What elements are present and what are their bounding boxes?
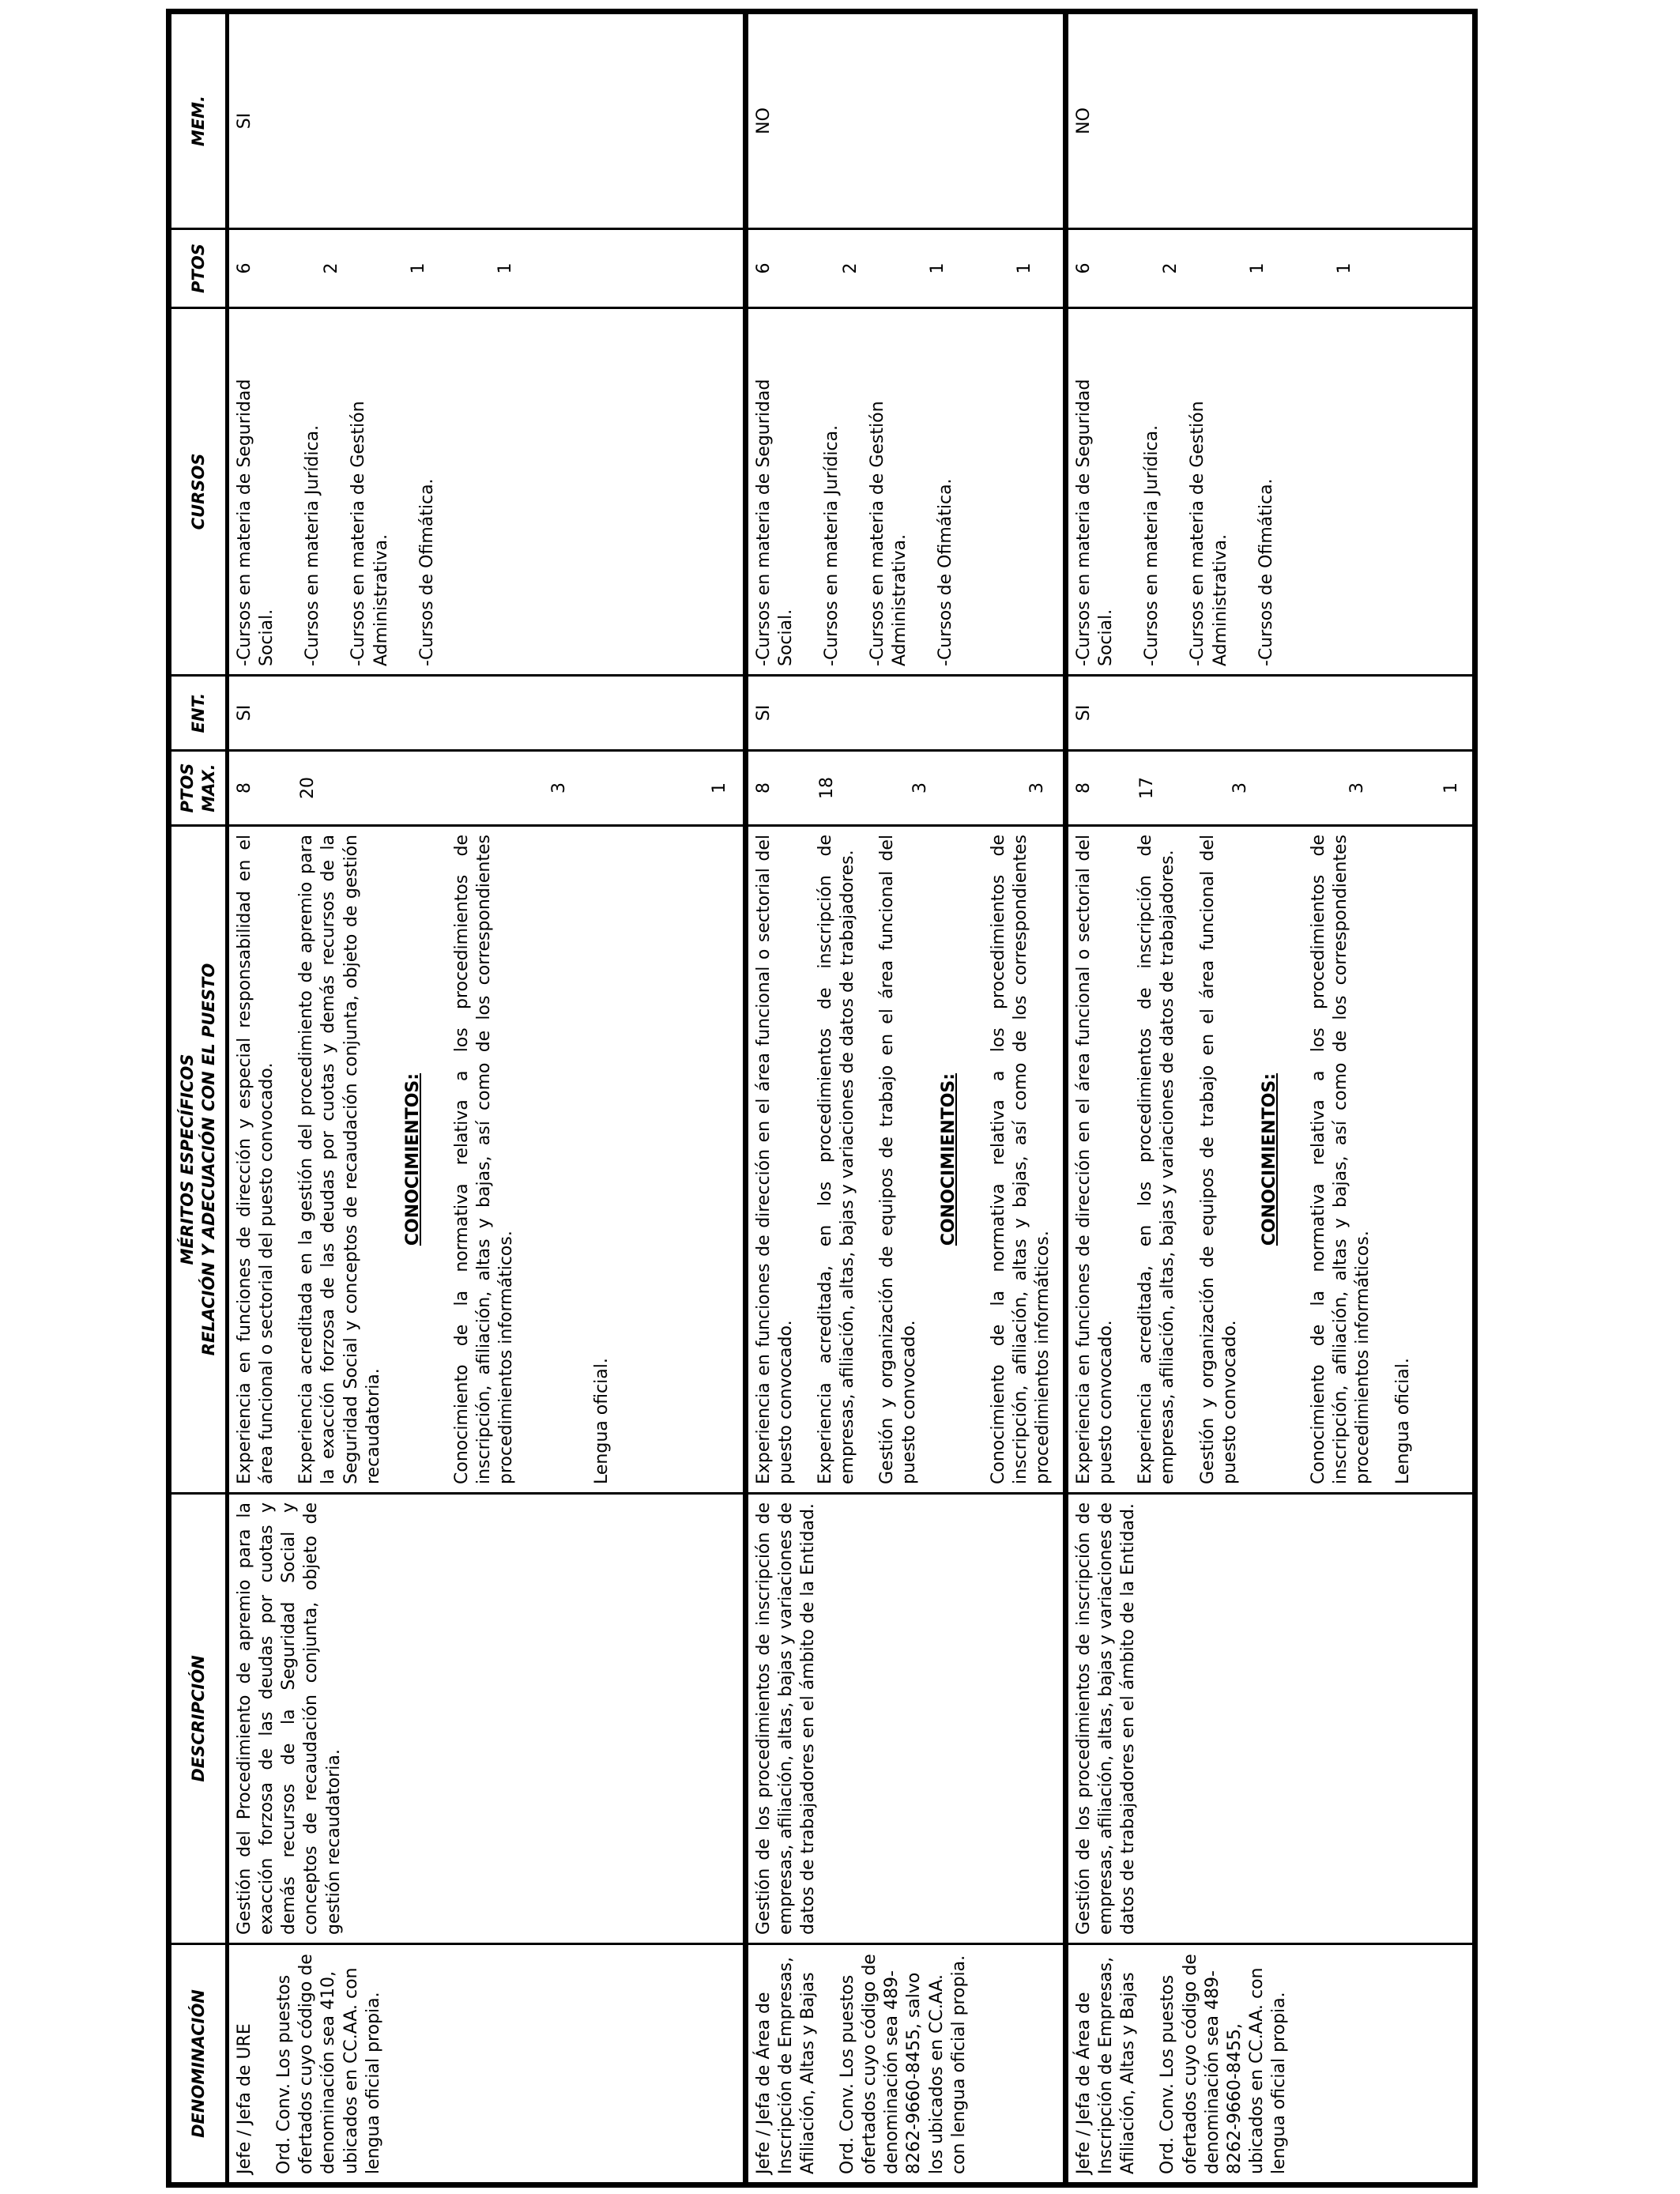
mem-cell: NO xyxy=(745,12,1065,229)
ptos-max-value: 8 xyxy=(753,782,774,794)
merito-item: Experiencia acreditada, en los procedimientos de inscripción de empresas, afiliación, altas, bajas y variaciones de datos de trabajadores. xyxy=(815,835,857,1484)
merito-item: Gestión y organización de equipos de trabajo en el área funcional del puesto convocado. xyxy=(877,835,920,1484)
ptos-max-value: 3 xyxy=(549,782,570,794)
ptos-cell xyxy=(745,229,1065,308)
ptos-value: 6 xyxy=(753,262,774,274)
ptos-cell xyxy=(1065,229,1475,308)
ptos-value: 1 xyxy=(927,262,947,274)
meritos-cell xyxy=(745,826,1065,1494)
header-ptos-max-line1: PTOS xyxy=(178,763,198,813)
merito-item: Gestión y organización de equipos de trabajo en el área funcional del puesto convocado. xyxy=(1197,835,1240,1484)
ptos-value: 2 xyxy=(1161,262,1181,274)
ptos-max-value: 3 xyxy=(910,782,930,794)
ptos-max-cell xyxy=(745,751,1065,826)
merito-item: Experiencia acreditada en la gestión del procedimiento de apremio para la exacción forzosa de las deudas por cuotas y demás recursos de la Seguridad Social y conceptos de recaudación conjunta, objeto de gestión recaudatoria. xyxy=(296,835,383,1484)
ptos-cell xyxy=(228,229,746,308)
conocimientos-heading: CONOCIMIENTOS: xyxy=(402,1072,423,1246)
denominacion-title: Jefe / Jefa de Área de Inscripción de Empresas, Afiliación, Altas y Bajas xyxy=(753,1957,818,2174)
meritos-cell xyxy=(228,826,746,1494)
curso-item: -Cursos en materia Jurídica. xyxy=(303,424,323,666)
lengua-oficial: Lengua oficial. xyxy=(591,1358,612,1484)
header-ent: ENT. xyxy=(169,676,228,751)
ptos-value: 6 xyxy=(1073,262,1094,274)
header-ptos-max-line2: MAX. xyxy=(199,763,218,812)
denominacion-title: Jefe / Jefa de URE xyxy=(235,2023,254,2174)
curso-item: -Cursos en materia de Seguridad Social. xyxy=(235,379,277,666)
denominacion-note: Ord. Conv. Los puestos ofertados cuyo código de denominación sea 489-8262-9660-8455, salvo los ubicados en CC.AA. con lengua oficial propia. xyxy=(837,1954,969,2174)
curso-item: -Cursos en materia de Gestión Administrativa. xyxy=(1188,401,1230,666)
meritos-cell xyxy=(1065,826,1475,1494)
header-ptos-max xyxy=(169,751,228,826)
conocimiento-text: Conocimiento de la normativa relativa a los procedimientos de inscripción, afiliación, altas y bajas, así como de los correspondientes procedimientos informáticos. xyxy=(1309,835,1373,1484)
ptos-value: 1 xyxy=(1335,262,1355,274)
ent-cell: SI xyxy=(228,676,746,751)
curso-item: -Cursos de Ofimática. xyxy=(1256,478,1276,666)
ent-cell: SI xyxy=(745,676,1065,751)
ptos-max-value: 8 xyxy=(1073,782,1094,794)
ptos-max-value: 17 xyxy=(1137,777,1158,799)
ptos-value: 2 xyxy=(840,262,861,274)
rotated-table-wrapper xyxy=(166,14,1478,2188)
merito-item: Experiencia en funciones de dirección en el área funcional o sectorial del puesto convocado. xyxy=(1073,835,1117,1484)
ptos-max-value: 18 xyxy=(816,777,837,799)
cursos-cell xyxy=(745,308,1065,676)
ptos-max-cell xyxy=(1065,751,1475,826)
ptos-max-value: 3 xyxy=(1347,782,1368,794)
curso-item: -Cursos en materia Jurídica. xyxy=(1142,424,1162,666)
conocimiento-text: Conocimiento de la normativa relativa a los procedimientos de inscripción, afiliación, altas y bajas, así como de los correspondientes procedimientos informáticos. xyxy=(452,835,517,1484)
header-meritos-line1: MÉRITOS ESPECÍFICOS xyxy=(178,1054,198,1265)
header-row xyxy=(169,12,228,2185)
header-meritos-line2: RELACIÓN Y ADECUACIÓN CON EL PUESTO xyxy=(199,963,218,1356)
ptos-value: 1 xyxy=(495,262,516,274)
ptos-value: 1 xyxy=(1248,262,1268,274)
ptos-max-value: 1 xyxy=(1441,782,1461,794)
denominacion-note: Ord. Conv. Los puestos ofertados cuyo código de denominación sea 489-8262-9660-8455, ubicados en CC.AA. con lengua oficial propia. xyxy=(1158,1954,1290,2174)
ptos-max-value: 3 xyxy=(1026,782,1047,794)
curso-item: -Cursos en materia de Gestión Administrativa. xyxy=(867,401,910,666)
ptos-value: 6 xyxy=(235,262,254,274)
ptos-max-value: 8 xyxy=(235,782,254,794)
table-row xyxy=(1065,12,1475,2185)
curso-item: -Cursos en materia de Gestión Administrativa. xyxy=(348,401,391,666)
ent-cell: SI xyxy=(1065,676,1475,751)
mem-cell: SI xyxy=(228,12,746,229)
curso-item: -Cursos en materia de Seguridad Social. xyxy=(753,379,796,666)
denominacion-cell xyxy=(745,1944,1065,2185)
curso-item: -Cursos de Ofimática. xyxy=(936,478,956,666)
header-meritos xyxy=(169,826,228,1494)
header-mem: MEM. xyxy=(169,12,228,229)
merito-item: Experiencia en funciones de dirección y especial responsabilidad en el área funcional o sectorial del puesto convocado. xyxy=(235,835,277,1484)
cursos-cell xyxy=(1065,308,1475,676)
header-ptos: PTOS xyxy=(169,229,228,308)
cursos-cell xyxy=(228,308,746,676)
ptos-max-value: 1 xyxy=(710,782,730,794)
table-row xyxy=(228,12,746,2185)
ptos-value: 1 xyxy=(409,262,429,274)
ptos-max-cell xyxy=(228,751,746,826)
table-row xyxy=(745,12,1065,2185)
mem-cell: NO xyxy=(1065,12,1475,229)
meritos-table xyxy=(166,9,1478,2188)
header-descripcion: DESCRIPCIÓN xyxy=(169,1494,228,1944)
descripcion-cell: Gestión del Procedimiento de apremio para la exacción forzosa de las deudas por cuotas y demás recursos de la Seguridad Social y conceptos de recaudación conjunta, objeto de gestión recaudatoria. xyxy=(228,1494,746,1944)
merito-item: Experiencia acreditada, en los procedimientos de inscripción de empresas, afiliación, altas, bajas y variaciones de datos de trabajadores. xyxy=(1136,835,1178,1484)
lengua-oficial: Lengua oficial. xyxy=(1392,1358,1413,1484)
denominacion-cell xyxy=(1065,1944,1475,2185)
conocimiento-text: Conocimiento de la normativa relativa a los procedimientos de inscripción, afiliación, altas y bajas, así como de los correspondientes procedimientos informáticos. xyxy=(988,835,1053,1484)
ptos-value: 2 xyxy=(322,262,342,274)
denominacion-cell xyxy=(228,1944,746,2185)
curso-item: -Cursos en materia de Seguridad Social. xyxy=(1073,379,1117,666)
header-denominacion: DENOMINACIÓN xyxy=(169,1944,228,2185)
ptos-value: 1 xyxy=(1014,262,1034,274)
descripcion-cell: Gestión de los procedimientos de inscripción de empresas, afiliación, altas, bajas y variaciones de datos de trabajadores en el ámbito de la Entidad. xyxy=(745,1494,1065,1944)
conocimientos-heading: CONOCIMIENTOS: xyxy=(939,1072,959,1246)
conocimientos-heading: CONOCIMIENTOS: xyxy=(1259,1072,1279,1246)
merito-item: Experiencia en funciones de dirección en el área funcional o sectorial del puesto convocado. xyxy=(753,835,796,1484)
curso-item: -Cursos en materia Jurídica. xyxy=(821,424,842,666)
denominacion-note: Ord. Conv. Los puestos ofertados cuyo código de denominación sea 410, ubicados en CC.AA. con lengua oficial propia. xyxy=(274,1954,383,2174)
curso-item: -Cursos de Ofimática. xyxy=(416,478,437,666)
ptos-max-value: 20 xyxy=(298,777,318,799)
denominacion-title: Jefe / Jefa de Área de Inscripción de Empresas, Afiliación, Altas y Bajas xyxy=(1073,1957,1139,2174)
header-cursos: CURSOS xyxy=(169,308,228,676)
ptos-max-value: 3 xyxy=(1230,782,1251,794)
descripcion-cell: Gestión de los procedimientos de inscripción de empresas, afiliación, altas, bajas y variaciones de datos de trabajadores en el ámbito de la Entidad. xyxy=(1065,1494,1475,1944)
